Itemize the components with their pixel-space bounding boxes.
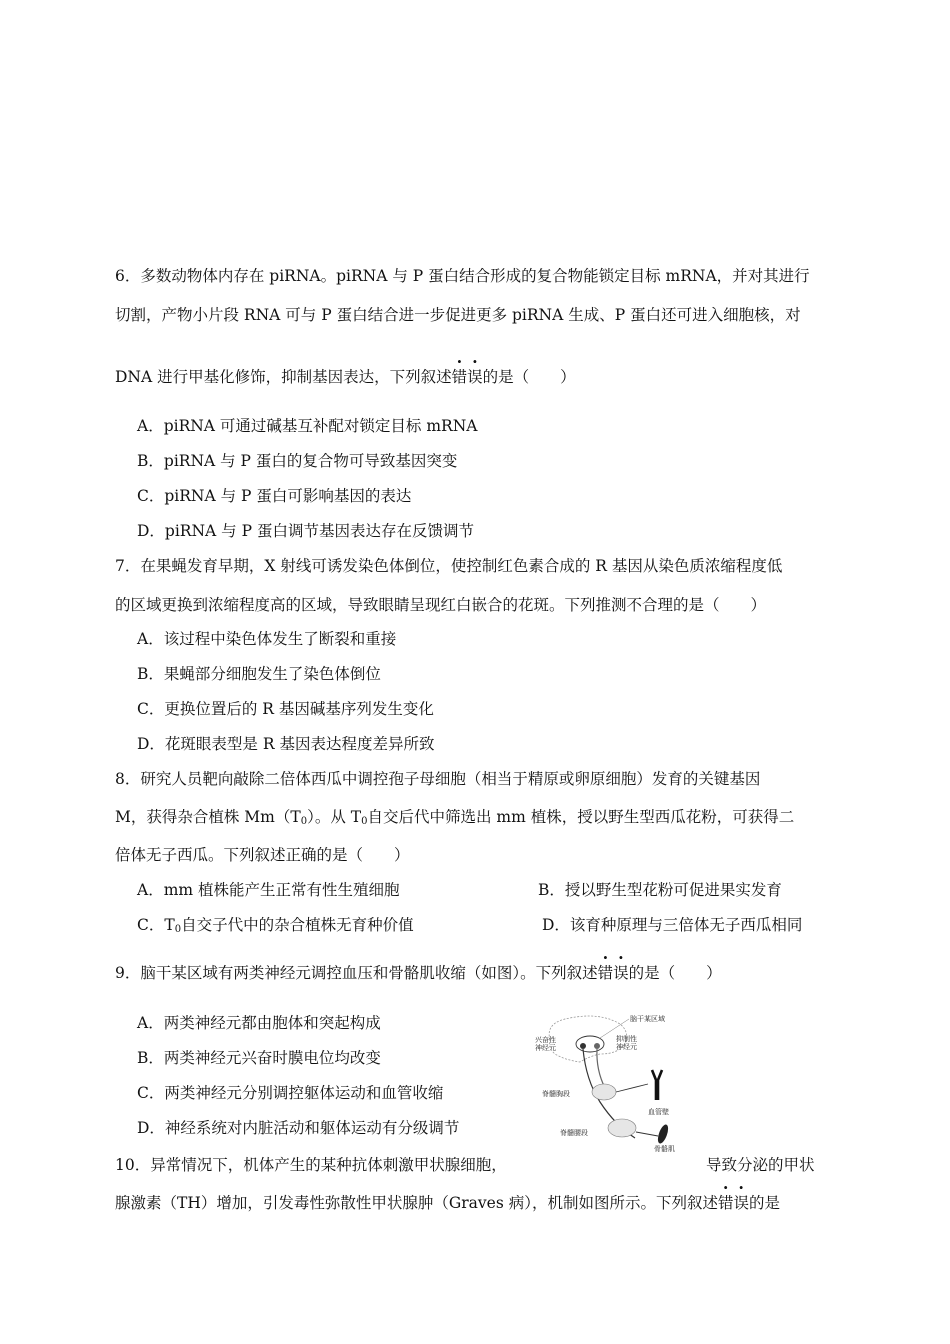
brainstem-region-ellipse — [576, 1036, 604, 1052]
label-thoracic: 脊髓胸段 — [542, 1090, 570, 1098]
label-inhibitory-1: 抑制性 — [616, 1035, 637, 1043]
q9-stem-post: 的是（ ） — [628, 964, 722, 982]
q8-option-d: D．该育种原理与三倍体无子西瓜相同 — [542, 916, 803, 934]
label-lumbar: 脊髓腰段 — [560, 1129, 588, 1137]
q10-stem-pre: 腺激素（TH）增加，引发毒性弥散性甲状腺肿（Graves 病），机制如图所示。下列叙述 — [115, 1194, 718, 1212]
label-brainstem: 脑干某区域 — [630, 1015, 665, 1023]
q6-stem-line-3-pre: DNA 进行甲基化修饰，抑制基因表达，下列叙述 — [115, 368, 452, 386]
q7-stem-line-2: 的区域更换到浓缩程度高的区域，导致眼睛呈现红白嵌合的花斑。下列推测不合理的是（ ） — [115, 596, 767, 614]
q8-line2-subscript-1: 0 — [300, 816, 308, 827]
q7-option-d: D．花斑眼表型是 R 基因表达程度差异所致 — [137, 735, 435, 753]
q8-line2-subscript-2: 0 — [361, 816, 368, 827]
q6-emphasis-char-2: 误 — [467, 368, 483, 386]
q7-option-b: B．果蝇部分细胞发生了染色体倒位 — [137, 665, 381, 683]
skeletal-muscle-shape — [656, 1123, 670, 1145]
label-excitatory-2: 神经元 — [535, 1044, 556, 1052]
excitatory-neuron-body — [580, 1043, 586, 1049]
q8-stem-line-3: 倍体无子西瓜。下列叙述正确的是（ ） — [115, 846, 410, 864]
q7-option-c: C．更换位置后的 R 基因碱基序列发生变化 — [137, 700, 434, 718]
q8-stem-line-2 — [115, 807, 794, 832]
inhibitory-neuron-body — [594, 1043, 600, 1049]
q10-emphasis-char-1: 错 — [717, 1194, 734, 1212]
vessel-wall-shape — [652, 1070, 662, 1100]
q8-option-a: A．mm 植株能产生正常有性生殖细胞 — [137, 881, 400, 899]
q6-stem-line-3 — [115, 367, 576, 387]
q7-stem-line-1: 7．在果蝇发育早期，X 射线可诱发染色体倒位，使控制红色素合成的 R 基因从染色质浓缩程度低 — [115, 557, 783, 575]
sympathetic-fiber — [616, 1084, 648, 1092]
q10-stem-line-1-b: 导致分泌的甲状 — [706, 1156, 815, 1174]
q6-option-c: C．piRNA 与 P 蛋白可影响基因的表达 — [137, 487, 412, 505]
q8-line2-part-b: ）。从 T — [307, 808, 362, 826]
q7-option-a: A．该过程中染色体发生了断裂和重接 — [137, 630, 397, 648]
lumbar-segment — [608, 1119, 636, 1137]
q9-stem-pre: 9．脑干某区域有两类神经元调控血压和骨骼肌收缩（如图）。下列叙述 — [115, 964, 598, 982]
q8-line2-part-a: M，获得杂合植株 Mm（T — [115, 808, 301, 826]
thoracic-segment — [592, 1084, 616, 1100]
label-inhibitory-2: 神经元 — [616, 1043, 637, 1051]
q9-option-c: C．两类神经元分别调控躯体运动和血管收缩 — [137, 1084, 444, 1102]
label-muscle: 骨骼肌 — [654, 1145, 675, 1153]
q10-emphasis-char-2: 误 — [733, 1194, 749, 1212]
q9-neuron-diagram — [530, 1010, 700, 1155]
q9-option-d: D．神经系统对内脏活动和躯体运动有分级调节 — [137, 1119, 460, 1137]
motor-fiber — [636, 1132, 658, 1136]
q10-stem-line-1-a: 10．异常情况下，机体产生的某种抗体刺激甲状腺细胞， — [115, 1156, 507, 1174]
q8-line2-part-c: 自交后代中筛选出 mm 植株，授以野生型西瓜花粉，可获得二 — [367, 808, 795, 826]
q6-stem-line-3-post: 的是（ ） — [482, 368, 576, 386]
q9-emphasis-char-2: 误 — [613, 964, 629, 982]
q8-option-b: B．授以野生型花粉可促进果实发育 — [538, 881, 782, 899]
inhibitory-axon — [597, 1049, 605, 1088]
q10-stem-post: 的是 — [748, 1194, 780, 1212]
q6-stem-line-2: 切割，产物小片段 RNA 可与 P 蛋白结合进一步促进更多 piRNA 生成、P 蛋白还可进入细胞核，对 — [115, 306, 801, 324]
q10-stem-line-2 — [115, 1193, 780, 1213]
q8-option-c-part-a: C．T — [137, 916, 175, 934]
q6-stem-line-1: 6．多数动物体内存在 piRNA。piRNA 与 P 蛋白结合形成的复合物能锁定目标 mRNA，并对其进行 — [115, 267, 810, 285]
q9-stem-line-1 — [115, 963, 722, 983]
q9-option-a: A．两类神经元都由胞体和突起构成 — [137, 1014, 381, 1032]
q8-option-c-subscript: 0 — [174, 924, 182, 935]
q6-option-b: B．piRNA 与 P 蛋白的复合物可导致基因突变 — [137, 452, 458, 470]
q8-option-c — [137, 915, 414, 940]
q9-emphasis-char-1: 错 — [597, 964, 614, 982]
q8-option-c-part-b: 自交子代中的杂合植株无育种价值 — [181, 916, 414, 934]
label-vessel: 血管壁 — [648, 1108, 669, 1116]
q8-stem-line-1: 8．研究人员靶向敲除二倍体西瓜中调控孢子母细胞（相当于精原或卵原细胞）发育的关键基因 — [115, 770, 761, 788]
q6-option-a: A．piRNA 可通过碱基互补配对锁定目标 mRNA — [137, 417, 478, 435]
label-excitatory-1: 兴奋性 — [535, 1036, 556, 1044]
q9-option-b: B．两类神经元兴奋时膜电位均改变 — [137, 1049, 381, 1067]
q6-emphasis-char-1: 错 — [451, 368, 468, 386]
q6-option-d: D．piRNA 与 P 蛋白调节基因表达存在反馈调节 — [137, 522, 474, 540]
